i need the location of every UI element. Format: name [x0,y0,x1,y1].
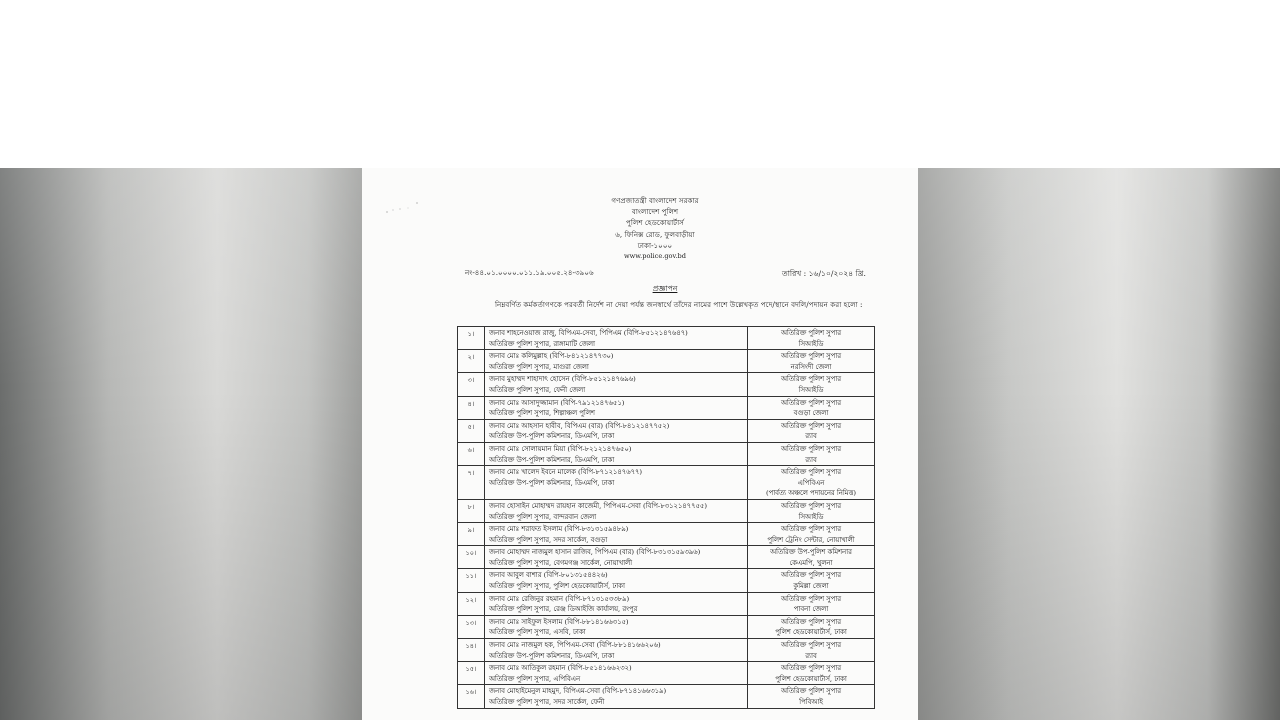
document-header [362,195,918,262]
officer-current-post: অতিরিক্ত পুলিশ সুপার, পুলিশ হেডকোয়ার্টার্স, ঢাকা [489,582,625,591]
header-govt: গণপ্রজাতন্ত্রী বাংলাদেশ সরকার [611,196,699,205]
header-city: ঢাকা-১০০০ [637,240,673,250]
officer-current-post: অতিরিক্ত উপ-পুলিশ কমিশনার, ডিএমপি, ঢাকা [489,478,615,487]
row-number: ৮। [458,500,485,522]
table-row [457,685,875,708]
row-number: ১২। [458,593,485,615]
officer-cell [485,662,748,684]
new-post-post1: অতিরিক্ত পুলিশ সুপার [781,398,841,407]
table-row [457,500,875,523]
table-row [457,546,875,569]
table-row [457,616,875,639]
blurred-background-left [0,168,362,720]
new-post-cell [748,397,874,419]
row-number: ৪। [458,397,485,419]
table-row [457,373,875,396]
new-post-cell [748,546,874,568]
officer-cell [485,639,748,661]
officer-name: জনাব মোঃ শরাফত ইসলাম (বিপি-৮৩১৩১৫৯৪৮৯) [489,525,629,534]
officer-current-post: অতিরিক্ত পুলিশ সুপার, সদর সার্কেল, ফেনী [489,698,605,706]
new-post-post1: অতিরিক্ত পুলিশ সুপার [781,664,841,673]
officer-name: জনাব মোঃ নাজমুল হক, পিপিএম-সেবা (বিপি-৮৮১৪১৬৬২০৬) [489,641,661,650]
intro-paragraph: নিম্নবর্ণিত কর্মকর্তাগণকে পরবর্তী নির্দেশ না দেয়া পর্যন্ত জনস্বার্থে তাঁদের নামের পাশে উল্লেখকৃত পদে/স্থানে বদলি/পদায়ন করা হলো : [495,300,863,309]
row-number: ১৩। [458,616,485,638]
new-post-cell [748,685,874,707]
new-post-post2: এপিবিএন [797,478,825,487]
new-post-post1: অতিরিক্ত পুলিশ সুপার [781,501,841,510]
officer-current-post: অতিরিক্ত পুলিশ সুপার, রাঙ্গামাটি জেলা [489,339,595,348]
officer-cell [485,523,748,545]
new-post-post1: অতিরিক্ত পুলিশ সুপার [781,352,841,361]
row-number: ৯। [458,523,485,545]
new-post-post1: অতিরিক্ত পুলিশ সুপার [781,687,841,696]
header-road: ৬, ফিনিক্স রোড, ফুলবাড়ীয়া [615,229,695,239]
document-page [362,168,918,720]
officer-cell [485,350,748,372]
header-website: www.police.gov.bd [623,252,686,261]
officer-cell [485,593,748,615]
officer-current-post: অতিরিক্ত পুলিশ সুপার, ফেনী জেলা [489,385,586,394]
new-post-post3: (পার্বত্য অঞ্চলে পদায়নের নিমিত্ত) [765,489,857,498]
row-number: ১৪। [458,639,485,661]
officer-current-post: অতিরিক্ত পুলিশ সুপার, বান্দরবান জেলা [489,512,597,521]
officer-current-post: অতিরিক্ত পুলিশ সুপার, বেগমগঞ্জ সার্কেল, নোয়াখালী [489,558,633,567]
row-number: ১১। [458,569,485,591]
new-post-post2: পুলিশ হেডকোয়ার্টার্স, ঢাকা [775,674,847,683]
row-number: ৭। [458,466,485,499]
officer-current-post: অতিরিক্ত পুলিশ সুপার, রেঞ্জ ডিআইজি কার্যালয়, রংপুর [489,605,638,614]
new-post-post2: নরসিংদী জেলা [790,362,832,371]
new-post-post1: অতিরিক্ত পুলিশ সুপার [781,594,841,603]
officer-name: জনাব হোসাইন মোহাম্মদ রায়হান কাজেমী, পিপিএম-সেবা (বিপি-৮৩১২১৪৭৭৫৫) [489,501,707,510]
officer-cell [485,420,748,442]
officer-current-post: অতিরিক্ত পুলিশ সুপার, মাগুরা জেলা [489,362,589,371]
new-post-post2: পুলিশ ট্রেনিং সেন্টার, নোয়াখালী [767,535,855,544]
row-number: ৩। [458,373,485,395]
new-post-post1: অতিরিক্ত পুলিশ সুপার [781,525,841,534]
table-row [457,350,875,373]
new-post-post2: সিআইডি [798,512,824,521]
new-post-cell [748,616,874,638]
officer-name: জনাব মুহাম্মদ শাহাদাৎ হোসেন (বিপি-৮৫১২১৪৭৬৯৬) [489,375,636,384]
officer-name: জনাব মোঃ রেজিনুর রহমান (বিপি-৮৭১৩১৫৩৩৮৯) [489,594,630,603]
officer-name: জনাব মোঃ আহসান হাবীব, বিপিএম (বার) (বিপি-৮৪১২১৪৭৭৫২) [489,421,670,430]
table-row [457,443,875,466]
new-post-post1: অতিরিক্ত পুলিশ সুপার [781,468,841,477]
new-post-cell [748,523,874,545]
officer-current-post: অতিরিক্ত পুলিশ সুপার, এপিবিএন [489,674,581,683]
new-post-post1: অতিরিক্ত পুলিশ সুপার [781,375,841,384]
new-post-cell [748,443,874,465]
new-post-cell [748,662,874,684]
new-post-post2: র‍্যাব [805,432,817,441]
new-post-post2: সিআইডি [798,385,824,394]
new-post-cell [748,466,874,499]
officer-name: জনাব মোঃ খালেদ ইবনে মালেক (বিপি-৮৭১২১৪৭৬৭৭) [489,468,643,477]
new-post-post1: অতিরিক্ত পুলিশ সুপার [781,421,841,430]
officer-cell [485,546,748,568]
new-post-post2: পাবনা জেলা [793,605,829,614]
officer-cell [485,397,748,419]
row-number: ৫। [458,420,485,442]
row-number: ২। [458,350,485,372]
row-number: ১০। [458,546,485,568]
transfer-table [457,326,875,709]
row-number: ১৫। [458,662,485,684]
officer-name: জনাব মোঃ আসাদুজ্জামান (বিপি-৭৯১২১৪৭৬৫১) [489,398,625,407]
new-post-post2: কুমিল্লা জেলা [793,582,829,591]
officer-current-post: অতিরিক্ত উপ-পুলিশ কমিশনার, ডিএমপি, ঢাকা [489,651,615,660]
table-row [457,420,875,443]
top-white-area [0,0,1280,168]
new-post-post2: পুলিশ হেডকোয়ার্টার্স, ঢাকা [775,628,847,637]
officer-name: জনাব মোঃ সোলায়মান মিয়া (বিপি-৮২১২১৪৭৬৫০) [489,444,632,453]
blurred-background-right [918,168,1280,720]
memo-number: নং-৪৪.০১.০০০০.০১১.১৯.০০৫.২৪-৩৯০৬ [465,268,594,277]
table-row [457,327,875,350]
officer-name: জনাব মোহাম্মদ নাজমুল হাসান রাজিব, পিপিএম (বার) (বিপি-৮৩১৩১৫৯৩৯৬) [489,548,701,557]
table-row [457,639,875,662]
officer-name: জনাব মোঃ সাইফুল ইসলাম (বিপি-৮৮১৪১৬৬৩১৫) [489,617,629,626]
row-number: ৬। [458,443,485,465]
new-post-post2: র‍্যাব [805,651,817,660]
new-post-cell [748,350,874,372]
new-post-cell [748,569,874,591]
new-post-post2: কেএমপি, খুলনা [789,558,833,567]
officer-name: জনাব মোহাইমেনুল মাহমুদ, বিপিএম-সেবা (বিপি-৮৭১৪১৬৬৩১৯) [489,687,667,696]
new-post-cell [748,593,874,615]
new-post-post1: অতিরিক্ত পুলিশ সুপার [781,329,841,337]
new-post-post1: অতিরিক্ত পুলিশ সুপার [781,641,841,650]
new-post-post1: অতিরিক্ত পুলিশ সুপার [781,617,841,626]
new-post-cell [748,420,874,442]
new-post-cell [748,639,874,661]
table-row [457,662,875,685]
officer-current-post: অতিরিক্ত উপ-পুলিশ কমিশনার, ডিএমপি, ঢাকা [489,455,615,464]
officer-name: জনাব আবুল বাশার (বিপি-৮০১৩১৫৪৪২৬) [489,571,608,580]
officer-cell [485,373,748,395]
officer-current-post: অতিরিক্ত পুলিশ সুপার, সদর সার্কেল, বগুড়া [489,535,608,544]
officer-name: জনাব শাহনেওয়াজ রাজু, বিপিএম-সেবা, পিপিএম (বিপি-৮৫১২১৪৭৬৪৭) [489,329,688,337]
header-police: বাংলাদেশ পুলিশ [631,207,679,217]
table-row [457,593,875,616]
table-row [457,397,875,420]
officer-cell [485,327,748,349]
table-row [457,569,875,592]
officer-cell [485,500,748,522]
table-row [457,523,875,546]
officer-cell [485,466,748,499]
officer-current-post: অতিরিক্ত উপ-পুলিশ কমিশনার, ডিএমপি, ঢাকা [489,432,615,441]
officer-current-post: অতিরিক্ত পুলিশ সুপার, এসবি, ঢাকা [489,628,586,637]
new-post-post1: অতিরিক্ত পুলিশ সুপার [781,444,841,453]
officer-current-post: অতিরিক্ত পুলিশ সুপার, শিল্পাঞ্চল পুলিশ [489,409,595,418]
memo-date: তারিখ : ১৬/১০/২০২৪ খ্রি. [782,269,866,278]
row-number: ১৬। [458,685,485,707]
new-post-cell [748,327,874,349]
header-hq: পুলিশ হেডকোয়ার্টার্স [626,218,684,228]
notice-subject: প্রজ্ঞাপন [652,284,678,293]
officer-name: জনাব মোঃ কলিমুল্লাহ (বিপি-৮৪১২১৪৭৭৩০) [489,352,614,361]
officer-name: জনাব মোঃ আতিকুল রহমান (বিপি-৮৫১৪১৬৬২৩২) [489,664,632,673]
new-post-post1: অতিরিক্ত উপ-পুলিশ কমিশনার [770,548,852,557]
new-post-post2: সিআইডি [798,339,824,348]
row-number: ১। [458,327,485,349]
new-post-cell [748,500,874,522]
officer-cell [485,616,748,638]
table-row [457,466,875,500]
new-post-post1: অতিরিক্ত পুলিশ সুপার [781,571,841,580]
new-post-cell [748,373,874,395]
new-post-post2: পিবিআই [799,698,823,706]
officer-cell [485,569,748,591]
officer-cell [485,685,748,707]
officer-cell [485,443,748,465]
new-post-post2: র‍্যাব [805,455,817,464]
new-post-post2: বগুড়া জেলা [793,409,829,418]
